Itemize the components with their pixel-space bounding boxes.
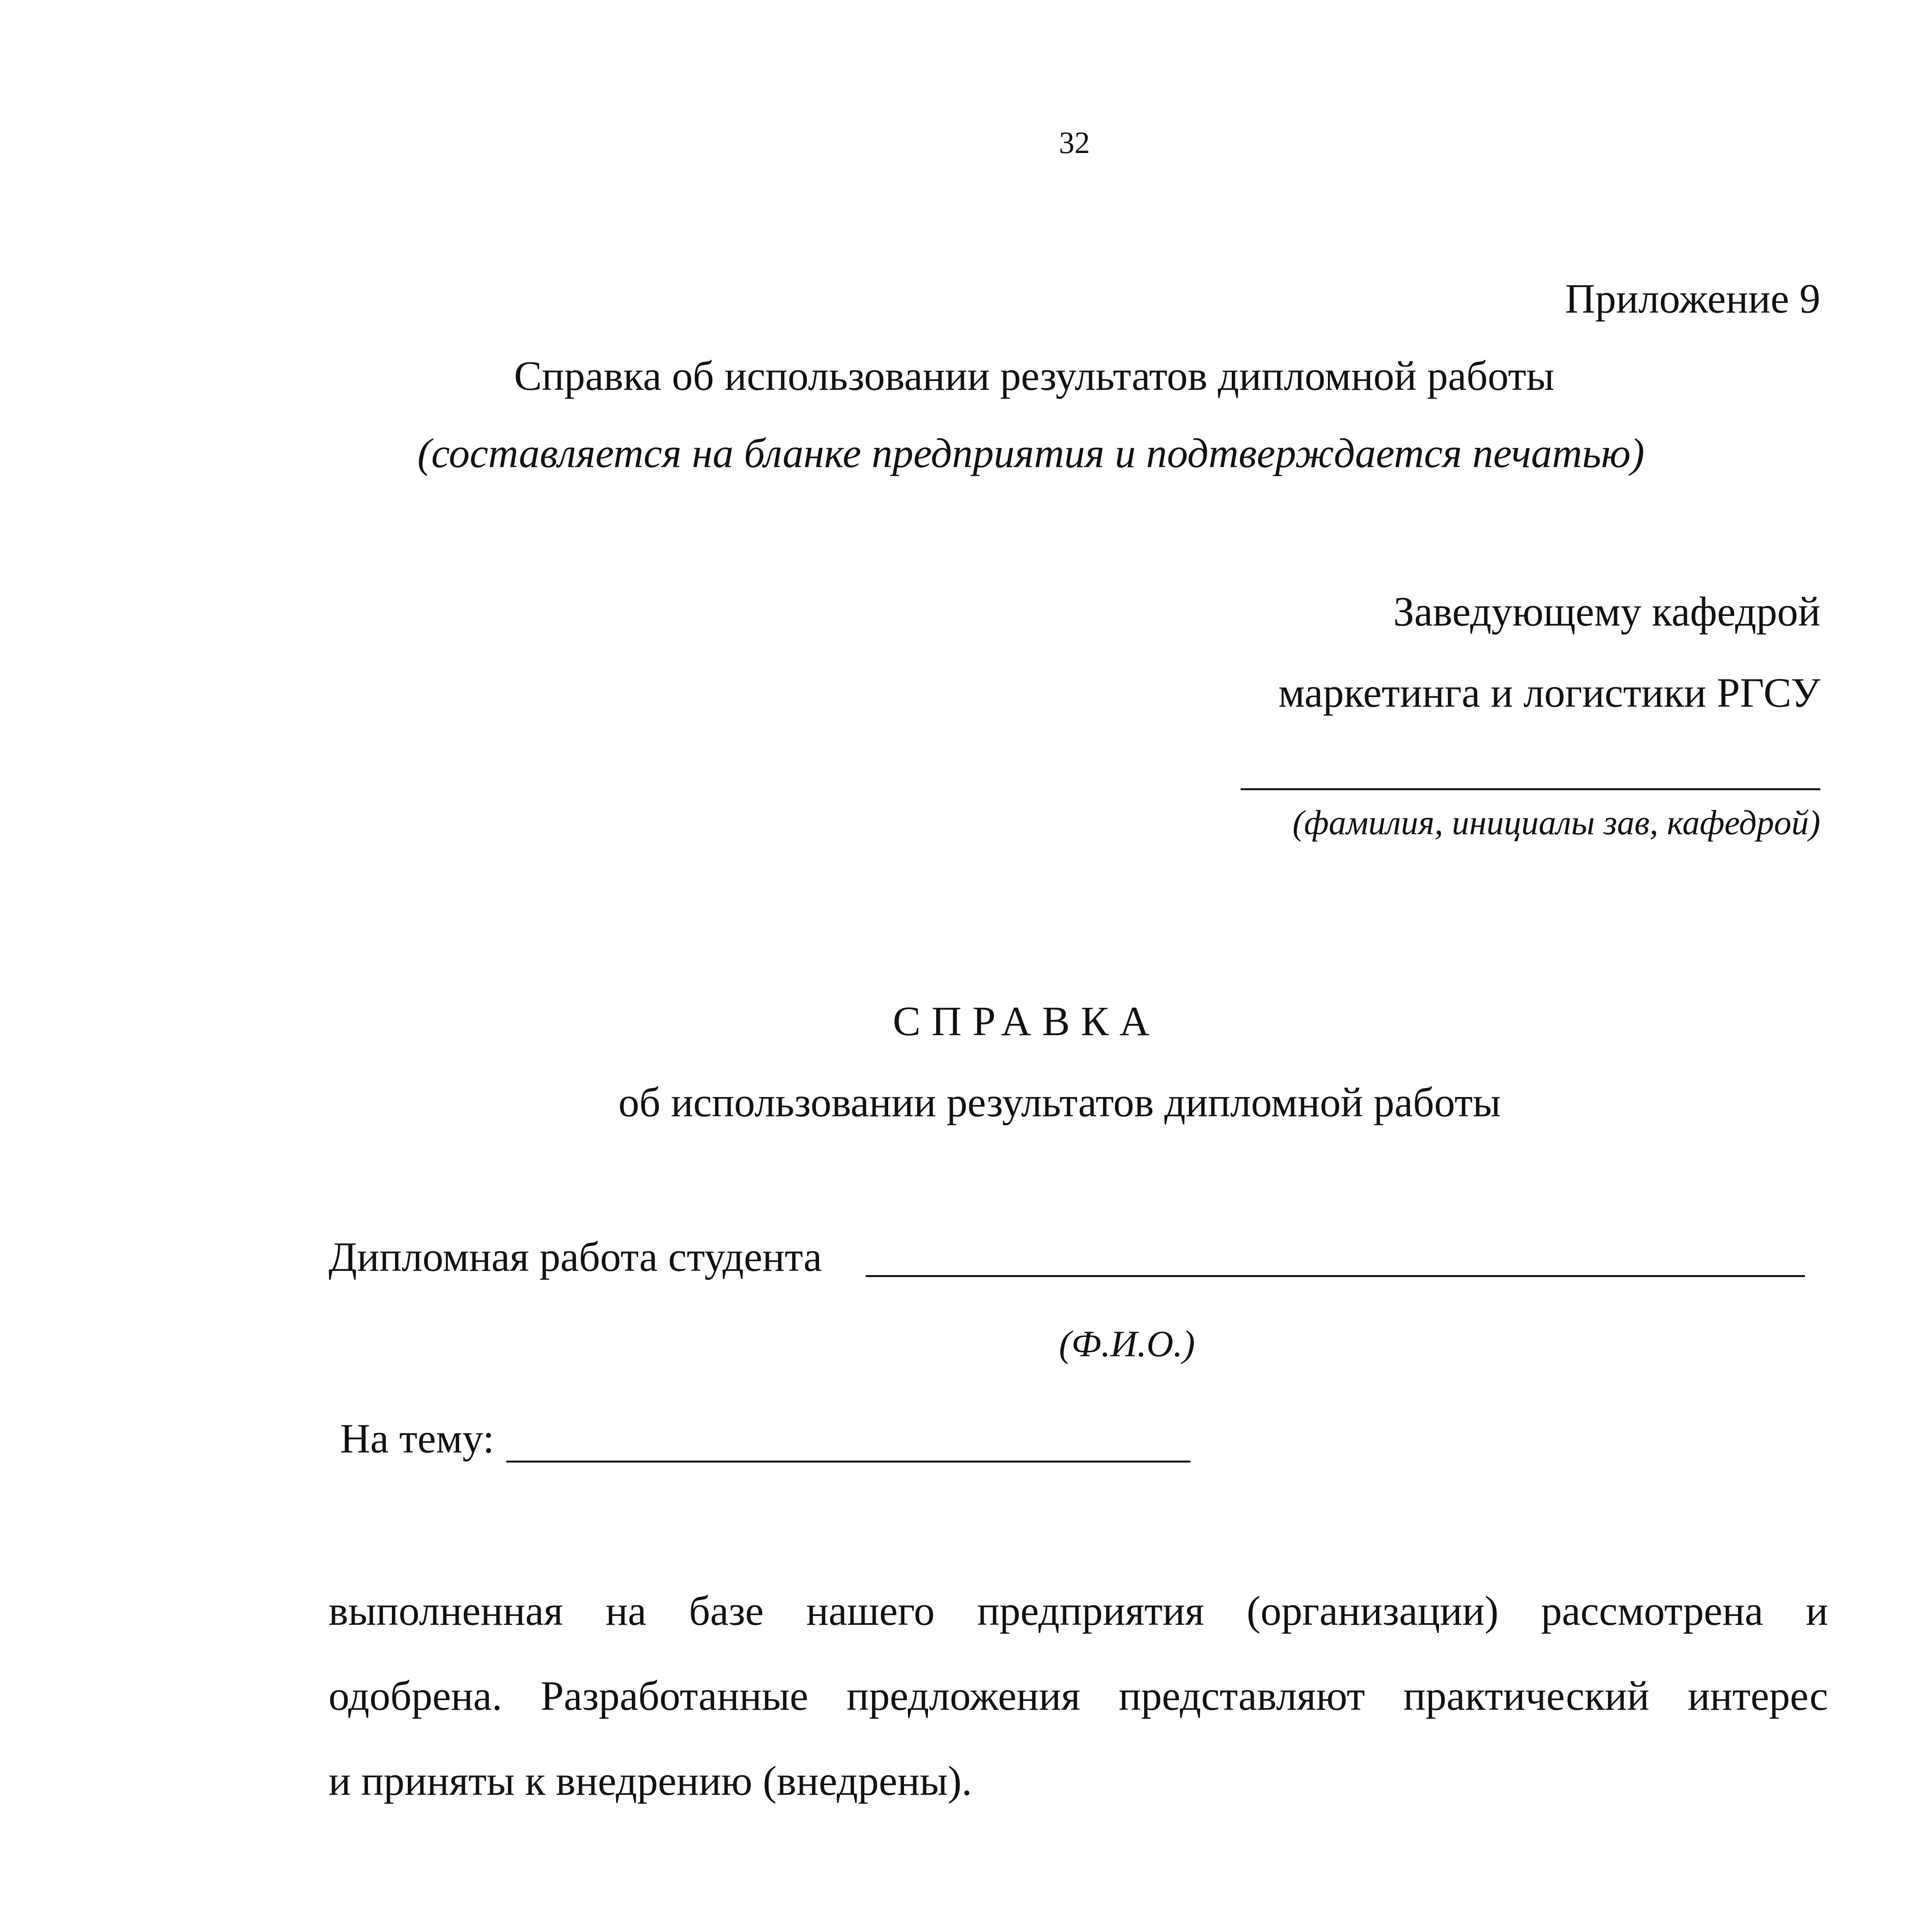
addressee-name-underline xyxy=(1241,788,1820,790)
appendix-label: Приложение 9 xyxy=(1565,276,1820,322)
addressee-caption: (фамилия, инициалы зав, кафедрой) xyxy=(1292,804,1820,842)
topic-label: На тему: xyxy=(340,1416,494,1462)
addressee-line-2: маркетинга и логистики РГСУ xyxy=(1278,670,1820,716)
body-line-3: и приняты к внедрению (внедрены). xyxy=(329,1758,972,1804)
document-subheading: об использовании результатов дипломной работы xyxy=(618,1080,1501,1126)
document-heading: СПРАВКА xyxy=(893,998,1161,1044)
topic-field-line[interactable] xyxy=(506,1461,1190,1463)
addressee-line-1: Заведующему кафедрой xyxy=(1393,589,1820,635)
student-caption: (Ф.И.О.) xyxy=(1059,1323,1195,1364)
body-line-2: одобрена. Разработанные предложения представляют практический интерес xyxy=(329,1673,1828,1719)
header-title: Справка об использовании результатов дипломной работы xyxy=(514,353,1554,399)
student-label: Дипломная работа студента xyxy=(329,1234,822,1280)
student-name-field-line[interactable] xyxy=(866,1275,1805,1277)
page-number: 32 xyxy=(1059,126,1090,160)
body-paragraph xyxy=(329,1569,1828,1824)
header-note: (составляется на бланке предприятия и подтверждается печатью) xyxy=(417,430,1645,476)
body-line-1: выполненная на базе нашего предприятия (организации) рассмотрена и xyxy=(329,1588,1828,1634)
